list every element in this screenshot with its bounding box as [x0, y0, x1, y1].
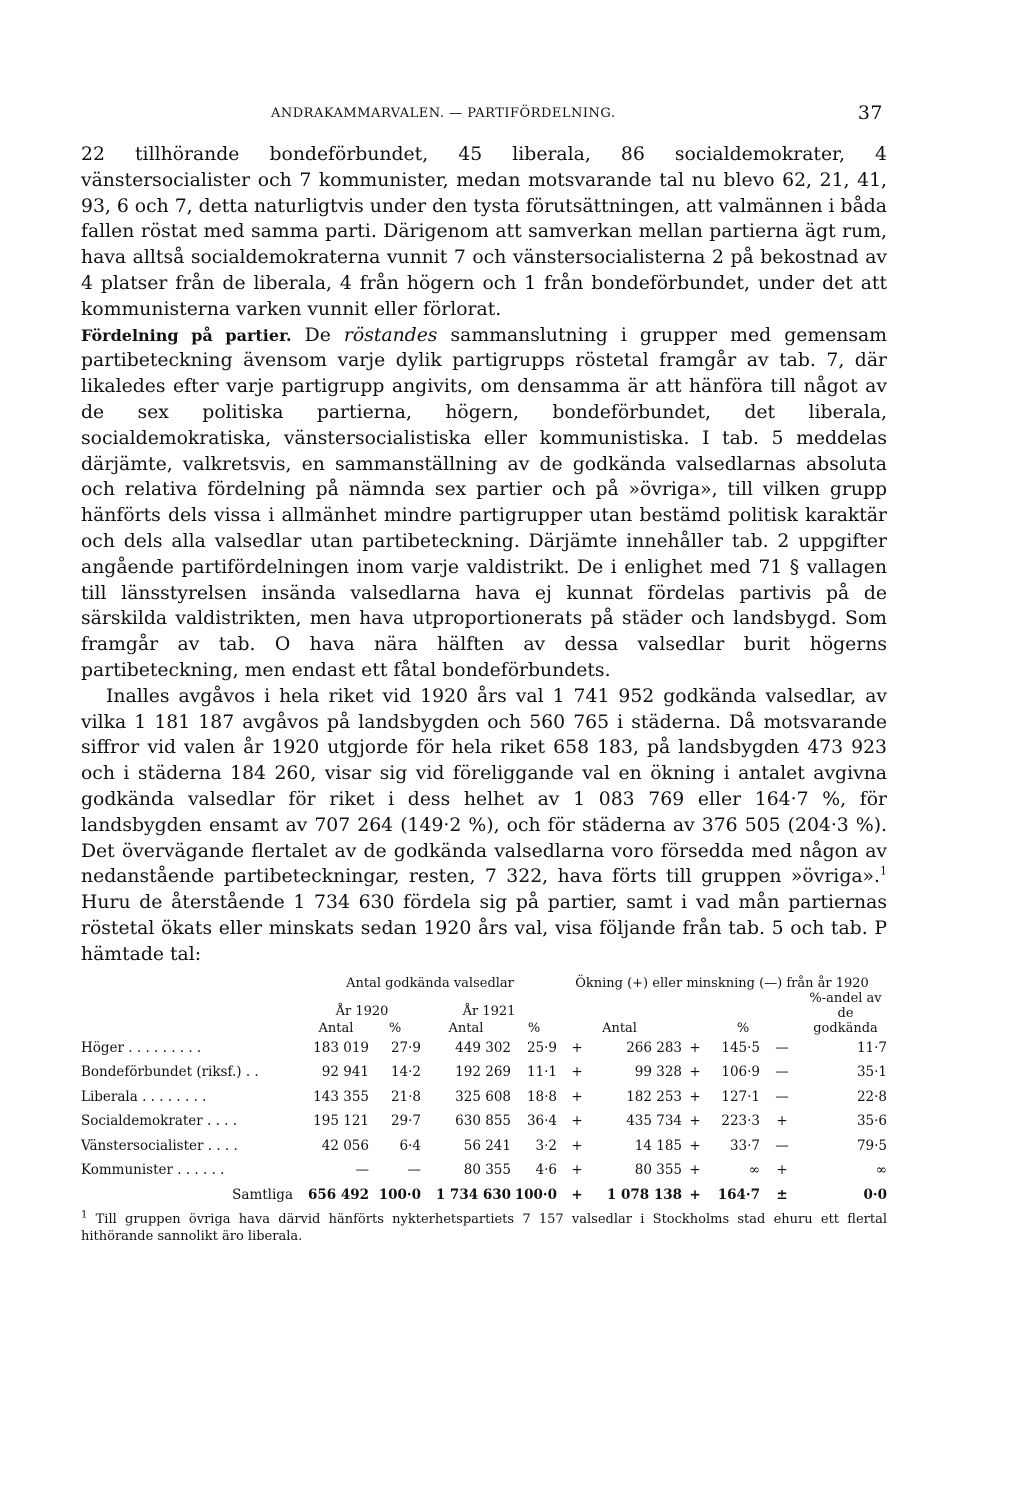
increase-pct: 127·1	[721, 1088, 761, 1105]
increase: 182 253	[626, 1088, 683, 1105]
paragraph-3-text-after: Huru de återstående 1 734 630 fördela sig på partier, samt i vad mån partiernas röstetal ökats eller minskats sedan 1920 års val, visa följande från tab. 5 och tab. P hämtade tal:	[81, 892, 887, 965]
table-row	[81, 1060, 887, 1085]
footnote-reference: 1	[880, 865, 887, 879]
sign-increase: +	[571, 1039, 583, 1056]
increase-pct: 106·9	[721, 1064, 761, 1081]
table-row	[81, 1158, 887, 1183]
row-label: Kommunister . . . . . .	[81, 1162, 225, 1179]
antal-1921: 325 608	[455, 1088, 511, 1105]
increase-pct: 145·5	[721, 1039, 761, 1056]
paragraph-3	[81, 684, 887, 968]
pct-1921: 18·8	[526, 1088, 558, 1105]
increase-pct: 223·3	[721, 1113, 761, 1130]
increase: 80 355	[634, 1162, 683, 1179]
group-header-godkanda: Antal godkända valsedlar	[346, 975, 514, 991]
paragraph-2-text: sammanslutning i grupper med gemensam partibeteckning ävensom varje dylik partigrupps röstetal framgår av tab. 7, där likaledes efter varje partigrupp angivits, om densamma är att hänföra till något av de sex politiska partierna, högern, bondeförbundet, det liberala, socialdemokratiska, vänstersocialistiska eller kommunistiska. I tab. 5 meddelas därjämte, valkretsvis, en sammanställning av de godkända valsedlarnas absoluta och relativa fördelning på nämnda sex partier och på »övriga», till vilken grupp hänförts dels vissa i allmänhet mindre partigrupper utan bestämd politisk karaktär och dels alla valsedlar utan partibeteckning. Därjämte innehåller tab. 2 uppgifter angående partifördelningen inom varje valdistrikt. De i enlighet med 71 § vallagen till länsstyrelsen insända valsedlarna hava ej kunnat fördelas partivis på de särskilda valdistrikten, men hava utproportionerats på städer och landsbygd. Som framgår av tab. O hava nära hälften av dessa valsedlar burit högerns partibeteckning, men endast ett fåtal bondeförbundets.	[81, 324, 887, 681]
sign-increase-pct: +	[689, 1162, 701, 1179]
pct-1921: 4·6	[535, 1162, 558, 1179]
increase-pct: 33·7	[729, 1137, 761, 1154]
total-pct-1920: 100·0	[378, 1186, 421, 1203]
paragraph-1-text: 22 tillhörande bondeförbundet, 45 liberala, 86 socialdemokrater, 4 vänstersocialister och 7 kommunister, medan motsvarande tal nu blevo 62, 21, 41, 93, 6 och 7, detta naturligtvis under den tysta förutsättningen, att valmännen i båda fallen röstat med samma parti. Därigenom att samverkan mellan partierna ägt rum, hava alltså socialdemokraterna vunnit 7 och vänstersocialisterna 2 på bekostnad av 4 platser från de liberala, 4 från högern och 1 från bondeförbundet, under det att kommunisterna varken vunnit eller förlorat.	[81, 144, 887, 320]
table-row	[81, 1036, 887, 1061]
pct-1920: 21·8	[390, 1088, 421, 1105]
increase: 99 328	[634, 1064, 683, 1081]
table-row	[81, 1109, 887, 1134]
pct-1921: 11·1	[526, 1064, 558, 1081]
total-pct-1921: 100·0	[514, 1186, 558, 1203]
year-header-1920: År 1920	[335, 1003, 389, 1019]
pct-1920: 27·9	[390, 1039, 421, 1056]
col-header-andel: %-andel av de godkända	[809, 990, 882, 1036]
paragraph-2	[81, 323, 887, 684]
group-header-okning: Ökning (+) eller minskning (—) från år 1920	[575, 975, 869, 991]
row-label: Höger . . . . . . . . .	[81, 1039, 202, 1056]
andel: 35·6	[856, 1113, 888, 1130]
row-label: Vänstersocialister . . . .	[81, 1137, 238, 1154]
col-header-antal-1921: Antal	[448, 1020, 484, 1036]
paragraph-3-text: Inalles avgåvos i hela riket vid 1920 års val 1 741 952 godkända valsedlar, av vilka 1 181 187 avgåvos på landsbygden och 560 765 i städerna. Då motsvarande siffror vid valen år 1920 utgjorde för hela riket 658 183, på landsbygden 473 923 och i städerna 184 260, visar sig vid föreliggande val en ökning i antalet avgivna godkända valsedlar för riket i dess helhet av 1 083 769 eller 164·7 %, för landsbygden ensamt av 707 264 (149·2 %), och för städerna av 376 505 (204·3 %). Det övervägande flertalet av de godkända valsedlarna voro försedda med någon av nedanstående partibeteckningar, resten, 7 322, hava förts till gruppen »övriga».	[81, 685, 887, 888]
sign-increase: +	[571, 1162, 583, 1179]
total-increase: 1 078 138	[606, 1186, 683, 1203]
col-header-pct-1921: %	[527, 1020, 541, 1036]
col-header-okning-antal: Antal	[602, 1020, 637, 1036]
footnote-text: Till gruppen övriga hava därvid hänförts nykterhetspartiets 7 157 valsedlar i Stockholms stad ehuru ett flertal hithörande sannolikt äro liberala.	[81, 1212, 887, 1244]
paragraph-1	[81, 142, 887, 323]
running-title: ANDRAKAMMARVALEN. — PARTIFÖRDELNING.	[271, 106, 616, 121]
footnote	[81, 1211, 887, 1245]
antal-1921: 630 855	[455, 1113, 511, 1130]
sign-increase-pct: +	[689, 1137, 701, 1154]
sign-increase-pct: +	[689, 1113, 701, 1130]
sign-increase-pct: +	[689, 1064, 701, 1081]
total-sign-increase-pct: +	[689, 1186, 701, 1203]
table-corner-3	[81, 1019, 303, 1036]
pct-1921: 25·9	[526, 1039, 558, 1056]
pct-1920: 29·7	[390, 1113, 421, 1130]
paragraph-2-lead: Fördelning på partier.	[81, 325, 292, 345]
pct-1920: 14·2	[390, 1064, 421, 1081]
running-header	[81, 100, 887, 130]
document-page	[81, 100, 887, 1245]
col-header-okning-pct: %	[736, 1020, 750, 1036]
page-number: 37	[857, 102, 883, 124]
table-row	[81, 1085, 887, 1110]
sign-andel: +	[776, 1162, 788, 1179]
total-label: Samtliga	[232, 1186, 293, 1203]
increase: 435 734	[626, 1113, 683, 1130]
antal-1920: 183 019	[313, 1039, 369, 1056]
sign-andel: —	[775, 1137, 789, 1154]
antal-1921: 80 355	[463, 1162, 511, 1179]
table-row	[81, 1134, 887, 1159]
antal-1920: 92 941	[321, 1064, 369, 1081]
antal-1921: 56 241	[463, 1137, 511, 1154]
andel: ∞	[875, 1162, 888, 1179]
party-votes-table	[81, 976, 887, 1208]
andel: 22·8	[856, 1088, 888, 1105]
total-andel: 0·0	[863, 1186, 888, 1203]
sign-andel: +	[776, 1113, 788, 1130]
antal-1921: 449 302	[455, 1039, 511, 1056]
antal-1920: 42 056	[321, 1137, 369, 1154]
increase: 266 283	[626, 1039, 683, 1056]
total-sign-andel: ±	[776, 1186, 788, 1203]
increase: 14 185	[634, 1137, 683, 1154]
sign-increase: +	[571, 1064, 583, 1081]
year-header-1921: År 1921	[462, 1003, 516, 1019]
andel: 35·1	[856, 1064, 888, 1081]
table-corner	[81, 976, 303, 991]
row-label: Liberala . . . . . . . .	[81, 1088, 207, 1105]
antal-1920: —	[355, 1162, 369, 1179]
total-antal-1921: 1 734 630	[435, 1186, 511, 1203]
paragraph-2-italic: röstandes	[343, 324, 438, 346]
sign-increase-pct: +	[689, 1088, 701, 1105]
andel: 11·7	[856, 1039, 888, 1056]
footnote-mark: 1	[81, 1209, 88, 1221]
sign-increase: +	[571, 1137, 583, 1154]
col-header-antal-1920: Antal	[318, 1020, 354, 1036]
total-sign-increase: +	[571, 1186, 583, 1203]
sign-andel: —	[775, 1088, 789, 1105]
sign-andel: —	[775, 1039, 789, 1056]
increase-pct: ∞	[748, 1162, 761, 1179]
antal-1920: 195 121	[313, 1113, 369, 1130]
table-total-row	[81, 1183, 887, 1208]
total-antal-1920: 656 492	[307, 1186, 369, 1203]
body-text	[81, 142, 887, 968]
sign-increase: +	[571, 1113, 583, 1130]
pct-1921: 36·4	[526, 1113, 558, 1130]
table-corner-2	[81, 991, 303, 1019]
paragraph-2-text-before: De	[291, 324, 344, 346]
col-header-pct-1920: %	[388, 1020, 402, 1036]
pct-1920: —	[407, 1162, 421, 1179]
row-label: Socialdemokrater . . . .	[81, 1113, 238, 1130]
pct-1920: 6·4	[399, 1137, 421, 1154]
sign-increase: +	[571, 1088, 583, 1105]
row-label: Bondeförbundet (riksf.) . .	[81, 1064, 259, 1081]
antal-1920: 143 355	[313, 1088, 369, 1105]
pct-1921: 3·2	[535, 1137, 558, 1154]
andel: 79·5	[856, 1137, 888, 1154]
sign-increase-pct: +	[689, 1039, 701, 1056]
sign-andel: —	[775, 1064, 789, 1081]
antal-1921: 192 269	[455, 1064, 511, 1081]
total-increase-pct: 164·7	[717, 1186, 761, 1203]
